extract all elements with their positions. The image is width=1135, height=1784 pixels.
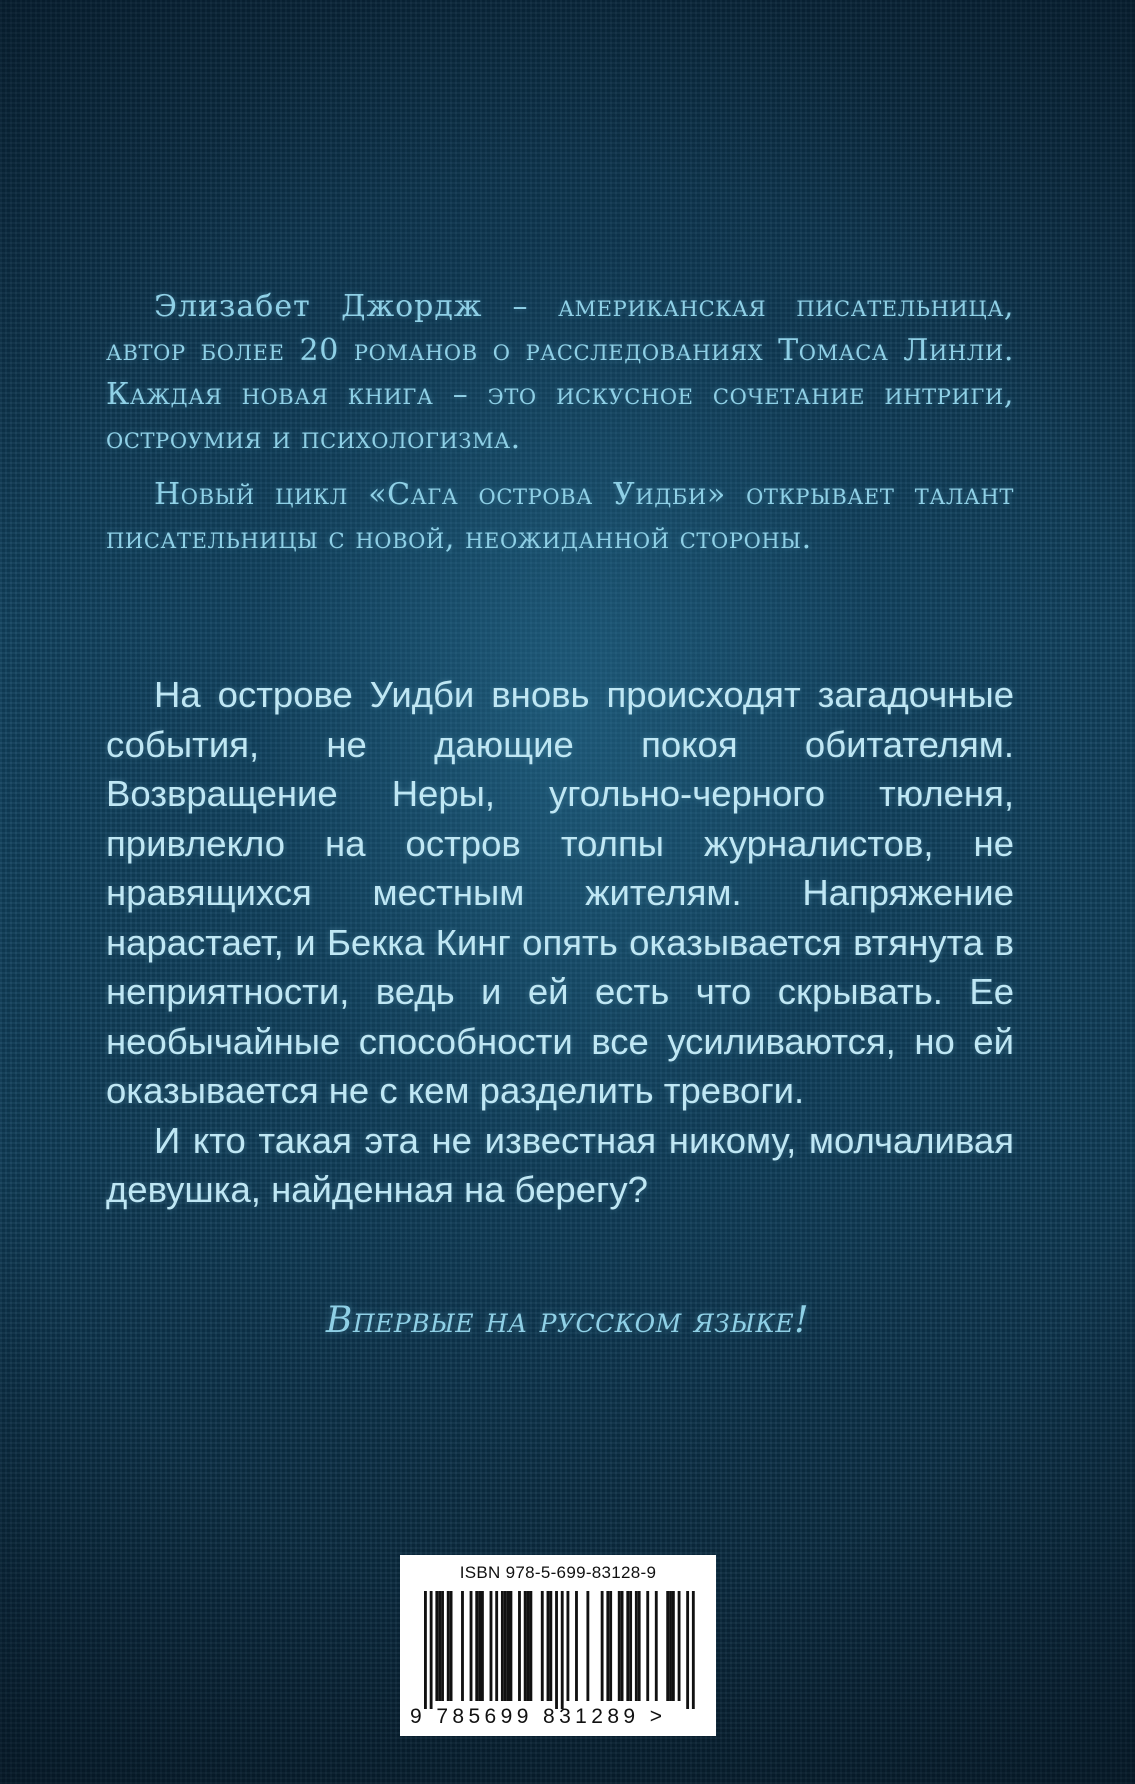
barcode-bar bbox=[638, 1591, 641, 1701]
barcode-bar bbox=[527, 1591, 530, 1701]
barcode-bar bbox=[621, 1591, 624, 1701]
barcode-bar bbox=[646, 1591, 649, 1701]
barcode-bar bbox=[561, 1591, 564, 1709]
barcode-bar bbox=[549, 1591, 552, 1701]
barcode-bar bbox=[567, 1591, 570, 1701]
barcode-bar bbox=[424, 1591, 427, 1709]
author-bio-text: – американская писательница, автор более 20 романов о расследованиях Томаса Линли. Каждая новая книга – это искусное сочетание интриги, остроумия и психологизма. bbox=[106, 289, 1014, 456]
barcode-bar bbox=[692, 1591, 695, 1709]
barcode-bar bbox=[672, 1591, 675, 1701]
barcode-bar bbox=[447, 1591, 450, 1701]
barcode-bar bbox=[547, 1591, 550, 1701]
barcode-bar bbox=[518, 1591, 521, 1701]
author-bio bbox=[106, 285, 1014, 561]
barcode-bar bbox=[529, 1591, 532, 1701]
barcode-bar bbox=[470, 1591, 473, 1701]
barcode-bar bbox=[478, 1591, 481, 1701]
barcode-bar bbox=[475, 1591, 478, 1701]
barcode-bar bbox=[669, 1591, 672, 1701]
barcode-bar bbox=[481, 1591, 484, 1701]
author-bio-paragraph bbox=[106, 285, 1014, 461]
barcode-bar bbox=[490, 1591, 493, 1701]
barcode-bar bbox=[524, 1591, 527, 1701]
synopsis-paragraph-1: На острове Уидби вновь происходят загадочные события, не дающие покоя обитателям. Возвращение Неры, угольно-черного тюленя, привлекло на остров толпы журналистов, не нравящихся местным жителям. Напряжение нарастает, и Бекка Кинг опять оказывается втянута в неприятности, ведь и ей есть что скрывать. Ее необычайные способности все усиливаются, но ей оказывается не с кем разделить тревоги. bbox=[106, 674, 1014, 1111]
tagline: Впервые на русском языке! bbox=[325, 1300, 810, 1341]
barcode-bar bbox=[586, 1591, 589, 1701]
isbn-label: ISBN 978-5-699-83128-9 bbox=[459, 1563, 657, 1582]
barcode-bar bbox=[430, 1591, 433, 1709]
barcode-bar bbox=[606, 1591, 609, 1701]
author-name: Элизабет Джордж bbox=[154, 289, 483, 324]
barcode-bar bbox=[635, 1591, 638, 1701]
barcode-bar bbox=[495, 1591, 498, 1701]
barcode-bar bbox=[501, 1591, 504, 1701]
barcode-bar bbox=[555, 1591, 558, 1709]
barcode-bar bbox=[541, 1591, 544, 1701]
barcode-bar bbox=[678, 1591, 681, 1701]
barcode-bar bbox=[507, 1591, 510, 1701]
barcode-bar bbox=[461, 1591, 464, 1701]
book-synopsis bbox=[106, 670, 1014, 1215]
barcode-bar bbox=[686, 1591, 689, 1709]
barcode-bar bbox=[441, 1591, 444, 1701]
barcode-bar bbox=[450, 1591, 453, 1701]
series-description: Новый цикл «Сага острова Уидби» открывает талант писательницы с новой, неожиданной стороны. bbox=[106, 477, 1014, 556]
barcode-bar bbox=[601, 1591, 604, 1701]
synopsis-paragraph-2: И кто такая эта не известная никому, молчаливая девушка, найденная на берегу? bbox=[106, 1119, 1014, 1210]
barcode-bar bbox=[435, 1591, 438, 1701]
barcode-bar bbox=[504, 1591, 507, 1701]
barcode-bar bbox=[618, 1591, 621, 1701]
barcode-bar bbox=[629, 1591, 632, 1701]
barcode-bar bbox=[655, 1591, 658, 1701]
isbn-barcode bbox=[400, 1555, 716, 1736]
barcode-bar bbox=[438, 1591, 441, 1701]
barcode-bar bbox=[626, 1591, 629, 1701]
barcode-bar bbox=[609, 1591, 612, 1701]
barcode-digits: 9 785699 831289 > bbox=[410, 1705, 667, 1728]
barcode-bar bbox=[666, 1591, 669, 1701]
barcode-bar bbox=[575, 1591, 578, 1701]
barcode-bar bbox=[510, 1591, 513, 1701]
